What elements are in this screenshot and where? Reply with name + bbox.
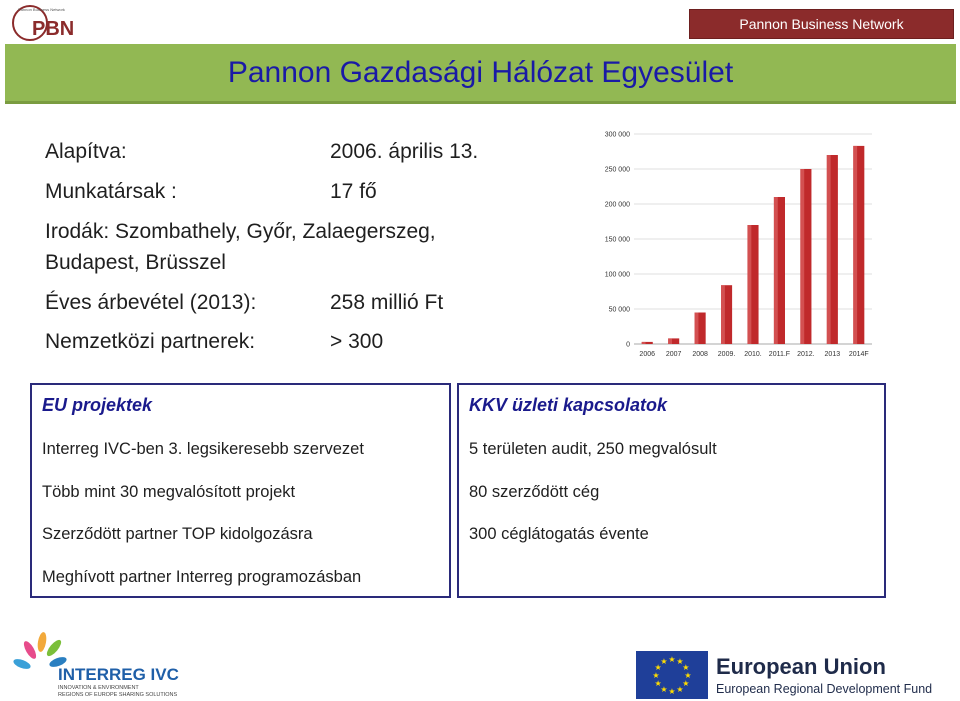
eu-star-icon: ★	[654, 663, 662, 672]
eu-projects-box	[30, 383, 451, 598]
revenue-chart	[596, 126, 876, 364]
eu-star-icon: ★	[684, 671, 692, 680]
chart-bar-highlight	[668, 338, 672, 344]
chart-bar-highlight	[800, 169, 804, 344]
staff-label: Munkatársak :	[45, 180, 177, 203]
eu-star-icon: ★	[652, 671, 660, 680]
chart-bar-highlight	[774, 197, 778, 344]
eu-star-icon: ★	[682, 663, 690, 672]
logo-subtext: Pannon Business Network	[18, 7, 65, 12]
partners-value: > 300	[330, 330, 384, 353]
pbn-logo	[10, 2, 90, 44]
x-tick-label: 2006	[639, 351, 656, 358]
interreg-sub-1: INNOVATION & ENVIRONMENT	[58, 685, 139, 691]
eu-star-icon: ★	[660, 684, 668, 694]
eu-star-icon: ★	[682, 679, 690, 688]
x-tick-label: 2010.	[744, 351, 762, 358]
y-tick-label: 0	[626, 341, 630, 349]
x-tick-label: 2014F	[848, 351, 869, 358]
revenue-label: Éves árbevétel (2013):	[45, 291, 257, 314]
offices-line-2: Budapest, Brüsszel	[45, 251, 226, 274]
kkv-box	[457, 383, 886, 598]
eu-star-icon: ★	[676, 657, 684, 667]
y-tick-label: 50 000	[608, 306, 630, 314]
x-tick-label: 2013	[824, 351, 841, 358]
interreg-sub-2: REGIONS OF EUROPE SHARING SOLUTIONS	[58, 692, 178, 698]
eu-logo	[636, 651, 952, 699]
staff-value: 17 fő	[330, 180, 377, 203]
eu-star-icon: ★	[654, 679, 662, 688]
partners-label: Nemzetközi partnerek:	[45, 330, 256, 353]
interreg-title: INTERREG IVC	[58, 665, 179, 684]
y-tick-label: 150 000	[604, 236, 630, 244]
y-tick-label: 200 000	[604, 201, 630, 209]
logo-text: PBN	[32, 18, 75, 40]
page-title: Pannon Gazdasági Hálózat Egyesület	[227, 56, 734, 89]
chart-bar-highlight	[642, 342, 646, 344]
eu-subtitle: European Regional Development Fund	[716, 682, 933, 696]
interreg-logo	[8, 628, 228, 698]
revenue-value: 258 millió Ft	[330, 291, 444, 314]
founded-label: Alapítva:	[45, 140, 127, 163]
eu-star-icon: ★	[660, 657, 668, 667]
x-tick-label: 2008	[692, 351, 708, 358]
eu-star-icon: ★	[668, 687, 676, 696]
eu-line-3: Szerződött partner TOP kidolgozásra	[42, 525, 313, 543]
x-tick-label: 2011.F	[768, 351, 791, 358]
title-bar	[5, 44, 956, 104]
kkv-line-1: 5 területen audit, 250 megvalósult	[469, 440, 717, 458]
kkv-line-3: 300 céglátogatás évente	[469, 525, 649, 543]
y-tick-label: 100 000	[604, 271, 630, 279]
chart-bar-highlight	[853, 146, 857, 344]
y-tick-label: 250 000	[604, 166, 630, 174]
eu-line-4: Meghívott partner Interreg programozásban	[42, 568, 362, 586]
eu-star-icon: ★	[676, 684, 684, 694]
x-tick-label: 2007	[665, 351, 682, 358]
founded-value: 2006. április 13.	[330, 140, 479, 163]
pbn-badge: Pannon Business Network	[689, 9, 954, 39]
eu-line-2: Több mint 30 megvalósított projekt	[42, 483, 296, 501]
kkv-line-2: 80 szerződött cég	[469, 483, 600, 501]
offices-line-1: Irodák: Szombathely, Győr, Zalaegerszeg,	[45, 220, 436, 243]
eu-line-1: Interreg IVC-ben 3. legsikeresebb szervezet	[42, 440, 364, 458]
chart-bar-highlight	[747, 225, 751, 344]
chart-bar-highlight	[721, 285, 725, 344]
x-tick-label: 2012.	[797, 351, 815, 358]
kkv-title: KKV üzleti kapcsolatok	[469, 395, 668, 415]
chart-bar-highlight	[695, 313, 699, 345]
eu-projects-title: EU projektek	[42, 395, 153, 415]
eu-star-icon: ★	[668, 655, 676, 664]
x-tick-label: 2009.	[717, 351, 736, 358]
y-tick-label: 300 000	[604, 131, 630, 139]
chart-bar-highlight	[827, 155, 831, 344]
eu-title: European Union	[716, 654, 886, 679]
